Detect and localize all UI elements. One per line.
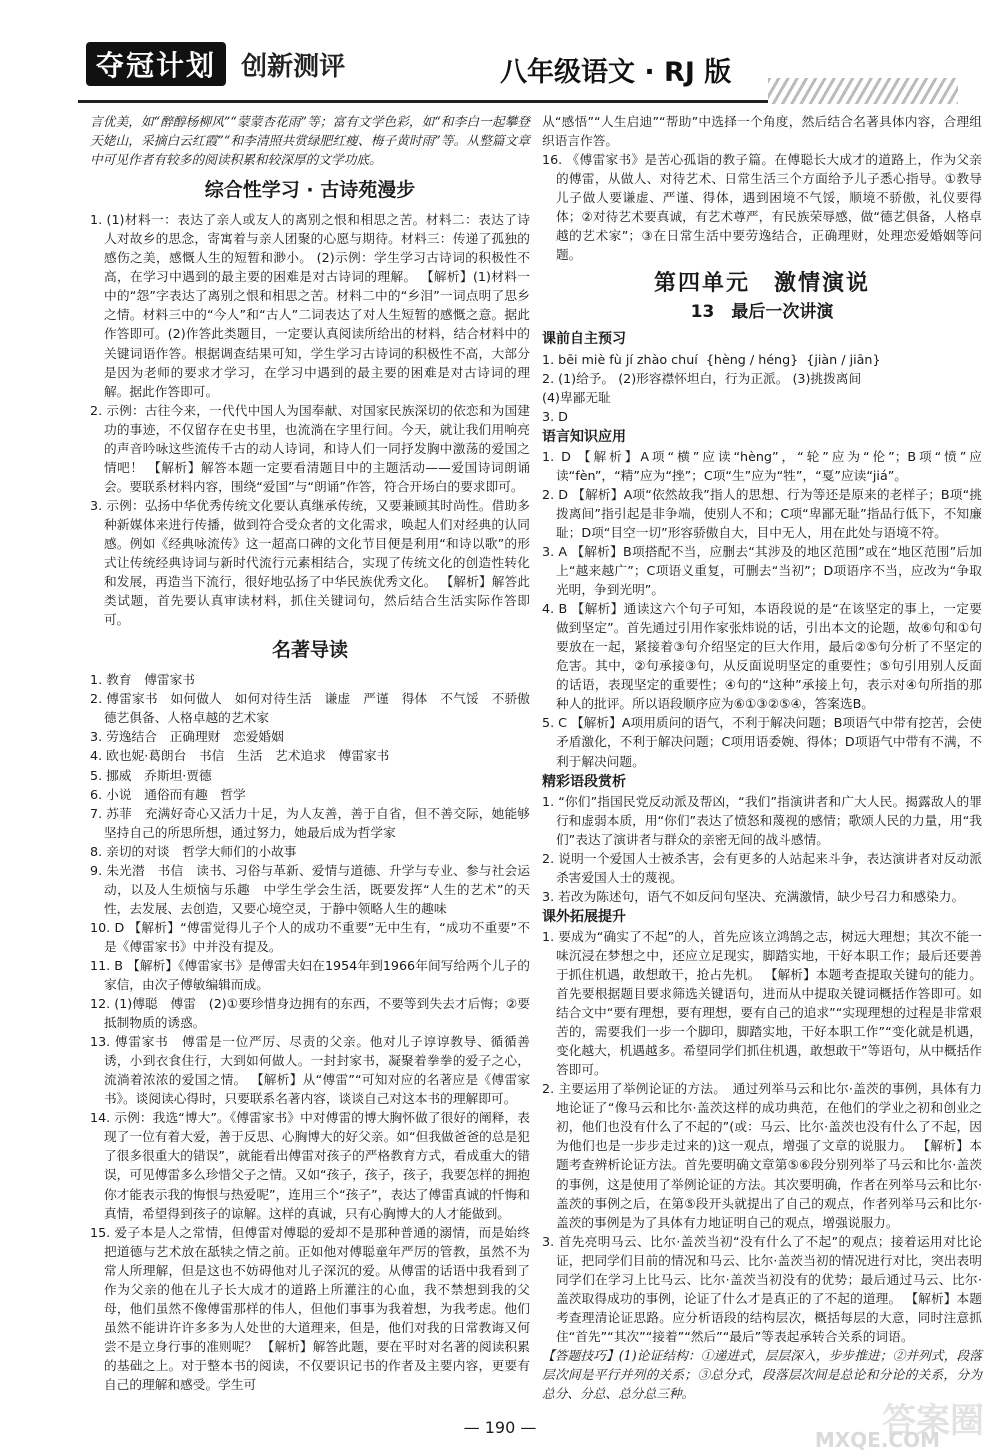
answer-item: 15. 爱子本是人之常情，但傅雷对傅聪的爱却不是那种普通的溺情，而是始终把道德与艺术放在舐犊之情之前。正如他对傅聪童年严厉的管教，虽然不为常人所理解，但是这也不妨碍他对儿子深沉的爱。从傅雷的话语中我看到了作为父亲的他在儿子长大成才的道路上所灌注的心血，我不禁想到我的父母，他们虽然不像傅雷那样的伟人，但他们事事为我着想，为我考虑。他们虽然不能讲许许多多为人处世的大道理来，但是，他们对我的日常教诲又何尝不是立身行事的准则呢？ 【解析】解答此题，要在平时对名著的阅读积累的基础之上。对于整本书的阅读，不仅要识记书的作者及主要内容，更要有自己的理解和感受。学生可 [90, 1224, 530, 1392]
section-list [90, 210, 530, 629]
answer-item: 12. (1)傅聪 傅雷 (2)①要珍惜身边拥有的东西，不要等到失去才后悔；②要抵制物质的诱惑。 [90, 996, 530, 1031]
answer-item: 11. B 【解析】《傅雷家书》是傅雷夫妇在1954年到1966年间写给两个儿子的家信，由次子傅敏编辑而成。 [90, 957, 530, 993]
answer-tip: 【答题技巧】(1)论证结构：①递进式，层层深入，步步推进；②并列式，段落层次间是平行并列的关系；③总分式，段落层次间是总论和分论的关系，分为总分、分总、总分总三种。 [542, 1347, 982, 1402]
page-number: — 190 — [463, 1418, 537, 1437]
subsection-heading: 精彩语段赏析 [542, 773, 626, 790]
page-header [0, 0, 1000, 108]
answer-item: 16. 《傅雷家书》是苦心孤诣的教子篇。在傅聪长大成才的道路上，作为父亲的傅雷，从做人、对待艺术、日常生活三个方面给予儿子悉心指导。①教导儿子做人要谦虚、严谨、得体，遇到困境不气馁，顺境不骄傲，礼仪要得体；②对待艺术要真诚，有艺术尊严，有民族荣辱感，做“德艺俱备，人格卓越的艺术家”；③在日常生活中要劳逸结合，正确理财，处理恋爱婚姻等问题。 [542, 152, 982, 263]
answer-item: 1. (1)材料一：表达了亲人或友人的离别之恨和相思之苦。材料二：表达了诗人对故乡的思念，寄寓着与亲人团聚的心愿与期待。材料三：传递了孤独的感伤之美，感慨人生的短暂和渺小。 (2)示例：学生学习古诗词的积极性不高，在学习中遇到的最主要的困难是对古诗词的理解。 【解析】(1)材料一中的“怨”字表达了离别之恨和相思之苦。材料二中的“乡泪”一词点明了思乡之情。材料三中的“今人”和“古人”二词表达了对人生短暂的感慨之意。据此作答即可。(2)作答此类题目，一定要认真阅读所给出的材料，结合材料中的关键词语作答。根据调查结果可知，学生学习古诗词的积极性不高，大部分是因为老师的要求才学习，在学习中遇到的最主要的困难是对古诗词的理解。据此作答即可。 [90, 212, 530, 399]
answer-item: 9. 朱光潜 书信 读书、习俗与革新、爱情与道德、升学与专业、参与社会运动，以及人生烦恼与乐趣 中学生学会生活，既要发挥“人生的艺术”的天性，去发展、去创造，又要心境空灵，于静中领略人生的趣味 [90, 862, 530, 916]
right-column [542, 112, 982, 1403]
subsection-heading: 课前自主预习 [542, 331, 626, 348]
left-column [90, 112, 543, 1394]
brand-name: 夺冠计划 [86, 42, 226, 86]
watermark-url: MXQE.COM [814, 1428, 940, 1452]
answer-item: 1. D 【解析】A项“横”应读“hèng”，“轮”应为“伦”；B项“愤”应读“fèn”，“精”应为“挫”；C项“生”应为“牲”，“戛”应读“jiá”。 [542, 448, 982, 483]
brand-logo [86, 42, 345, 86]
unit-title: 第四单元 激情演说 [653, 271, 870, 297]
lesson-title: 13 最后一次讲演 [690, 302, 834, 323]
brand-subtitle: 创新测评 [241, 52, 346, 82]
answer-item: 5. C 【解析】A项用质问的语气，不利于解决问题；B项语气中带有挖苦，会使矛盾激化，不利于解决问题；C项用语委婉、得体；D项语气中带有不满，不利于解决问题。 [542, 715, 982, 769]
answer-item: 8. 亲切的对谈 哲学大师们的小故事 [90, 843, 297, 859]
subsection-heading: 课外拓展提升 [542, 908, 626, 925]
answer-item: 14. 示例：我选“博大”。《傅雷家书》中对傅雷的博大胸怀做了很好的阐释，表现了一位有着大爱，善于反思、心胸博大的好父亲。如“但我做爸爸的总是犯了很多很重大的错误”，就能看出傅雷对孩子的严格教育方式，看成重大的错误，可见傅雷多么珍惜父子之情。又如“孩子，孩子，孩子，我要怎样的拥抱你才能表示我的悔恨与热爱呢”，连用三个“孩子”，表达了傅雷真诚的忏悔和真情，希望得到孩子的谅解。这样的真诚，只有心胸博大的人才能做到。 [90, 1110, 530, 1221]
pinyin-pair: hèng / héng [713, 351, 791, 367]
pinyin-answers: 1. bēi miè fù jí zhào chuí [542, 351, 698, 367]
section-list [90, 670, 543, 1394]
answer-item: 6. 小说 通俗而有趣 哲学 [90, 786, 246, 802]
answer-item: 3. A 【解析】B项搭配不当，应删去“其涉及的地区范围”或在“地区范围”后加上“越来越广”；C项语义重复，可删去“当初”；D项语序不当，应改为“争取光明，争到光明”。 [542, 543, 982, 598]
answer-item: 13. 傅雷家书 傅雷是一位严厉、尽责的父亲。他对儿子谆谆教导、循循善诱，小到衣食住行，大到如何做人。一封封家书，凝聚着拳拳的爱子之心，流淌着浓浓的爱国之情。 【解析】从“傅雷”“可知对应的名著应是《傅雷家书》。谈阅读心得时，只要联系名著内容，谈谈自己对这本书的理解即可。 [90, 1034, 530, 1107]
answer-item: 2. 主要运用了举例论证的方法。 通过列举马云和比尔·盖茨的事例，具体有力地论证了“像马云和比尔·盖茨这样的成功典范，在他们的学业之初和创业之初，他们也没有什么了不起的”(或：马云、比尔·盖茨也没有什么了不起，因为他们也是一步步走过来的)这一观点，增强了文章的说服力。 【解析】本题考查辨析论证方法。首先要明确文章第⑤⑥段分别列举了马云和比尔·盖茨的事例，这是使用了举例论证的方法。其次要明确，作者在列举马云和比尔·盖茨的事例之后，在第⑤段开头就提出了自己的观点，作者列举马云和比尔·盖茨的事例是为了具体有力地证明自己的观点，增强说服力。 [542, 1081, 982, 1230]
answer-item: 7. 苏菲 充满好奇心又活力十足，为人友善，善于自省，但不善交际，她能够坚持自己的所思所想，通过努力，她最后成为哲学家 [90, 805, 530, 840]
answer-item: 2. D 【解析】A项“依然故我”指人的思想、行为等还是原来的老样子；B项“挑拨离间”指引起是非争端，使别人不和；C项“卑鄙无耻”指品行低下，不知廉耻；D项“目空一切”形容骄傲自大，目中无人，用在此处与语境不符。 [542, 486, 982, 540]
answer-item: 2. 傅雷家书 如何做人 如何对待生活 谦虚 严谨 得体 不气馁 不骄傲 德艺俱备、人格卓越的艺术家 [90, 691, 543, 726]
answer-item: 1. 教育 傅雷家书 [90, 672, 195, 688]
header-rule [78, 100, 768, 103]
answer-item: 5. 挪威 乔斯坦·贾德 [90, 767, 212, 783]
answer-item: 1. “你们”指国民党反动派及帮凶，“我们”指演讲者和广大人民。揭露敌人的罪行和虚弱本质，用“你们”表达了愤怒和蔑视的感情；歌颂人民的力量，用“我们”表达了演讲者与群众的亲密无间的战斗感情。 [542, 793, 982, 847]
pinyin-pair: jiàn / jiān [814, 351, 873, 367]
answer-item: 2. (1)给予。 (2)形容襟怀坦白，行为正派。 (3)挑拨离间 [542, 370, 862, 386]
answer-item: 4. 欧也妮·葛朗台 书信 生活 艺术追求 傅雷家书 [90, 748, 390, 764]
watermark-logo: 答案圈 [882, 1401, 984, 1441]
answer-item: 3. 首先亮明马云、比尔·盖茨当初“没有什么了不起”的观点；接着运用对比论证，把同学们目前的情况和马云、比尔·盖茨当初的情况进行对比，突出表明同学们在学习上比马云、比尔·盖茨当初没有的优势；最后通过马云、比尔·盖茨取得成功的事例，论证了什么才是真正的了不起的道理。 【解析】本题考查理清论证思路。应分析语段的结构层次，概括每层的大意，同时注意抓住“首先”“其次”“接着”“然后”“最后”等表起承转合关系的词语。 [542, 1233, 982, 1344]
answer-item: 1. 要成为“确实了不起”的人，首先应该立鸿鹄之志，树远大理想；其次不能一味沉浸在梦想之中，还应立足现实，脚踏实地，干好本职工作；最后还要善于抓住机遇，敢想敢干，抢占先机。 【解析】本题考查提取关键句的能力。首先要根据题目要求筛选关键语句，进而从中提取关键词概括作答即可。如结合文中“要有理想，要有理想，要有自己的追求”“实现理想的过程是非常艰苦的，需要我们一步一个脚印，脚踏实地，干好本职工作”“变化就是机遇，变化越大，机遇越多。希望同学们抓住机遇，敢想敢干”等语句，从中概括作答即可。 [542, 928, 982, 1078]
answer-item: 4. B 【解析】通读这六个句子可知，本语段说的是“在该坚定的事上，一定要做到坚定”。首先通过引用作家张炜说的话，引出本文的论题，故⑥句和①句要放在一起，紧接着③句介绍坚定的巨大作用，最后②⑤句分析了不坚定的危害。其中，②句承接③句，从反面说明坚定的重要性；⑤句引用别人反面的话语，表现坚定的重要性；④句的“这种”承接上句，表示对④句所指的那种人的批评。所以语段顺序应为⑥①③②⑤④，答案选B。 [542, 601, 982, 712]
answer-item: 2. 示例：古往今来，一代代中国人为国奉献、对国家民族深切的依恋和为国建功的事迹，不仅留存在史书里，也流淌在字里行间。今天，就让我们用响亮的声音吟咏这些流传千古的动人诗词，和诗人们一同抒发胸中激荡的爱国之情吧！ 【解析】解答本题一定要看清题目中的主题活动——爱国诗词朗诵会。要联系材料内容，围绕“爱国”与“朗诵”作答，符合开场白的要求即可。 [90, 402, 530, 494]
answer-item: 3. 劳逸结合 正确理财 恋爱婚姻 [90, 729, 284, 745]
section-title: 名著导读 [271, 639, 348, 662]
intro-paragraph: 言优美，如“醉醇杨柳风”“蒙蒙杏花雨”等；富有文学色彩，如“和李白一起攀登天姥山，采摘白云红霞”“和李清照共赏绿肥红瘦、梅子黄时雨”等。从整篇文章中可见作者有较多的阅读积累和较深厚的文学功底。 [90, 114, 530, 168]
answer-item: (4)卑鄙无耻 [542, 389, 611, 405]
answer-item: 3. 示例：弘扬中华优秀传统文化要认真继承传统，又要兼顾其时尚性。借助多种新媒体来进行传播，做到符合受众者的文化需求，唤起人们对经典的认同感。例如《经典咏流传》这一超高口碑的文化节目便是利用“和诗以歌”的形式让传统经典诗词与新时代流行元素相结合，实现了传统文化的创造性转化和发展，再造当下流行，很好地弘扬了中华民族优秀文化。 【解析】解答此类试题，首先要认真审读材料，抓住关键词句，然后结合生活实际作答即可。 [90, 497, 530, 628]
continued-paragraph: 从“感悟”“人生启迪”“帮助”中选择一个角度，然后结合名著具体内容，合理组织语言作答。 [542, 114, 982, 149]
header-stripe-decoration [768, 78, 958, 104]
section-title: 综合性学习 · 古诗苑漫步 [204, 179, 416, 202]
answer-item: 3. 若改为陈述句，语气不如反问句坚决、充满激情，缺少号召力和感染力。 [542, 888, 965, 904]
answer-item: 3. D [542, 408, 568, 424]
answer-item: 2. 说明一个爱国人士被杀害，会有更多的人站起来斗争，表达演讲者对反动派杀害爱国人士的蔑视。 [542, 850, 982, 885]
subsection-heading: 语言知识应用 [542, 428, 626, 445]
answer-item: 1. bēi miè fù jí zhào chuí {hèng / héng} {jiàn / jiān} [542, 351, 881, 367]
book-title: 八年级语文 · RJ 版 [500, 57, 732, 88]
answer-item: 10. D 【解析】“傅雷觉得儿子个人的成功不重要”无中生有，“成功不重要”不是《傅雷家书》中并没有提及。 [90, 919, 530, 954]
